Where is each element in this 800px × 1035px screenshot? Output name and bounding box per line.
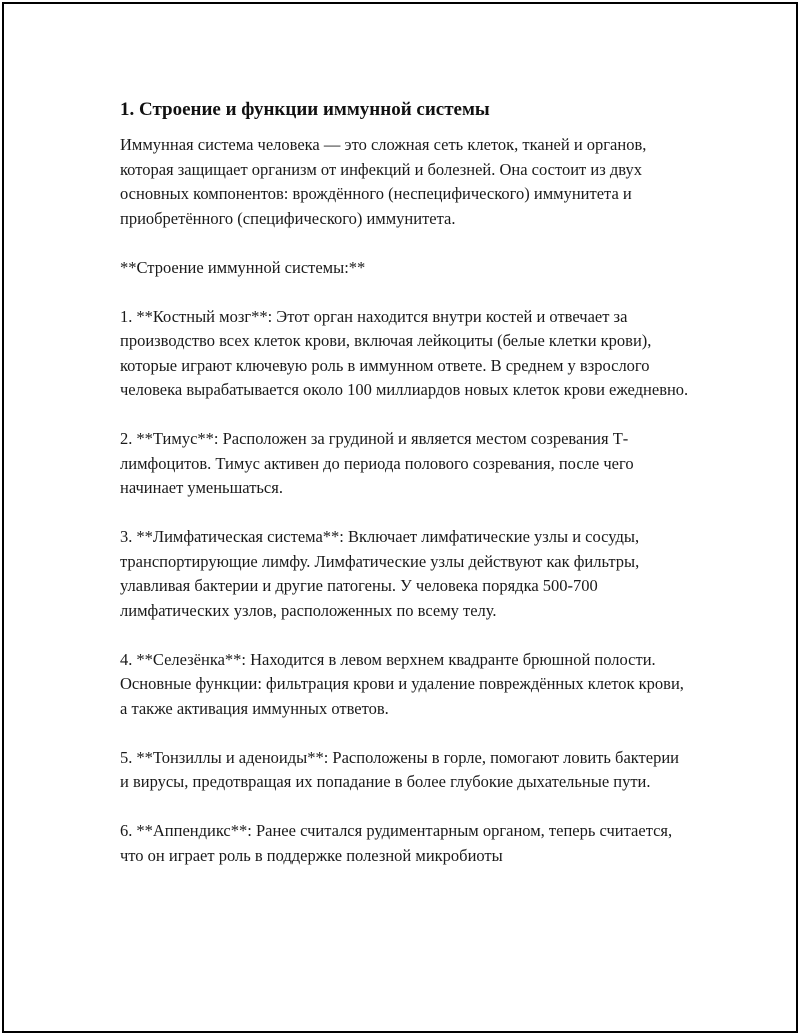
list-item-text: **Тимус**: Расположен за грудиной и является местом созревания Т-лимфоцитов. Тимус активен до периода полового созревания, после чего начинает уменьшаться. [120, 429, 634, 497]
list-item [120, 648, 690, 722]
intro-paragraph: Иммунная система человека — это сложная сеть клеток, тканей и органов, которая защищает организм от инфекций и болезней. Она состоит из двух основных компонентов: врождённого (неспецифического) иммунитета и приобретённого (специфического) иммунитета. [120, 135, 647, 228]
document-body [120, 97, 690, 893]
list-item-number: 5. [120, 747, 133, 767]
list-item [120, 427, 690, 501]
section-heading: 1. Строение и функции иммунной системы [120, 99, 490, 120]
section-label: **Строение иммунной системы:** [120, 257, 366, 277]
list-item-text: **Костный мозг**: Этот орган находится внутри костей и отвечает за производство всех клеток крови, включая лейкоциты (белые клетки крови), которые играют ключевую роль в иммунном ответе. В среднем у взрослого человека вырабатывается около 100 миллиардов новых клеток крови ежедневно. [120, 306, 689, 399]
list-item-number: 1. [120, 306, 133, 326]
list-item-number: 4. [120, 649, 133, 669]
list-item-text: **Аппендикс**: Ранее считался рудиментарным органом, теперь считается, что он играет роль в поддержке полезной микробиоты [120, 821, 673, 865]
page-frame [2, 2, 798, 1033]
list-item-text: **Тонзиллы и аденоиды**: Расположены в горле, помогают ловить бактерии и вирусы, предотвращая их попадание в более глубокие дыхательные пути. [120, 747, 680, 791]
list-item-number: 3. [120, 527, 133, 546]
list-item [120, 305, 690, 403]
list-item [120, 746, 690, 795]
list-item [120, 525, 690, 623]
list-item-number: 2. [120, 429, 133, 448]
list-item [120, 819, 690, 868]
list-item-text: **Селезёнка**: Находится в левом верхнем квадранте брюшной полости. Основные функции: фильтрация крови и удаление повреждённых клеток крови, а также активация иммунных ответов. [120, 649, 684, 718]
list-item-text: **Лимфатическая система**: Включает лимфатические узлы и сосуды, транспортирующие лимфу. Лимфатические узлы действуют как фильтры, улавливая бактерии и другие патогены. У человека порядка 500-700 лимфатических узлов, расположенных по всему телу. [120, 527, 640, 620]
list-item-number: 6. [120, 821, 133, 840]
